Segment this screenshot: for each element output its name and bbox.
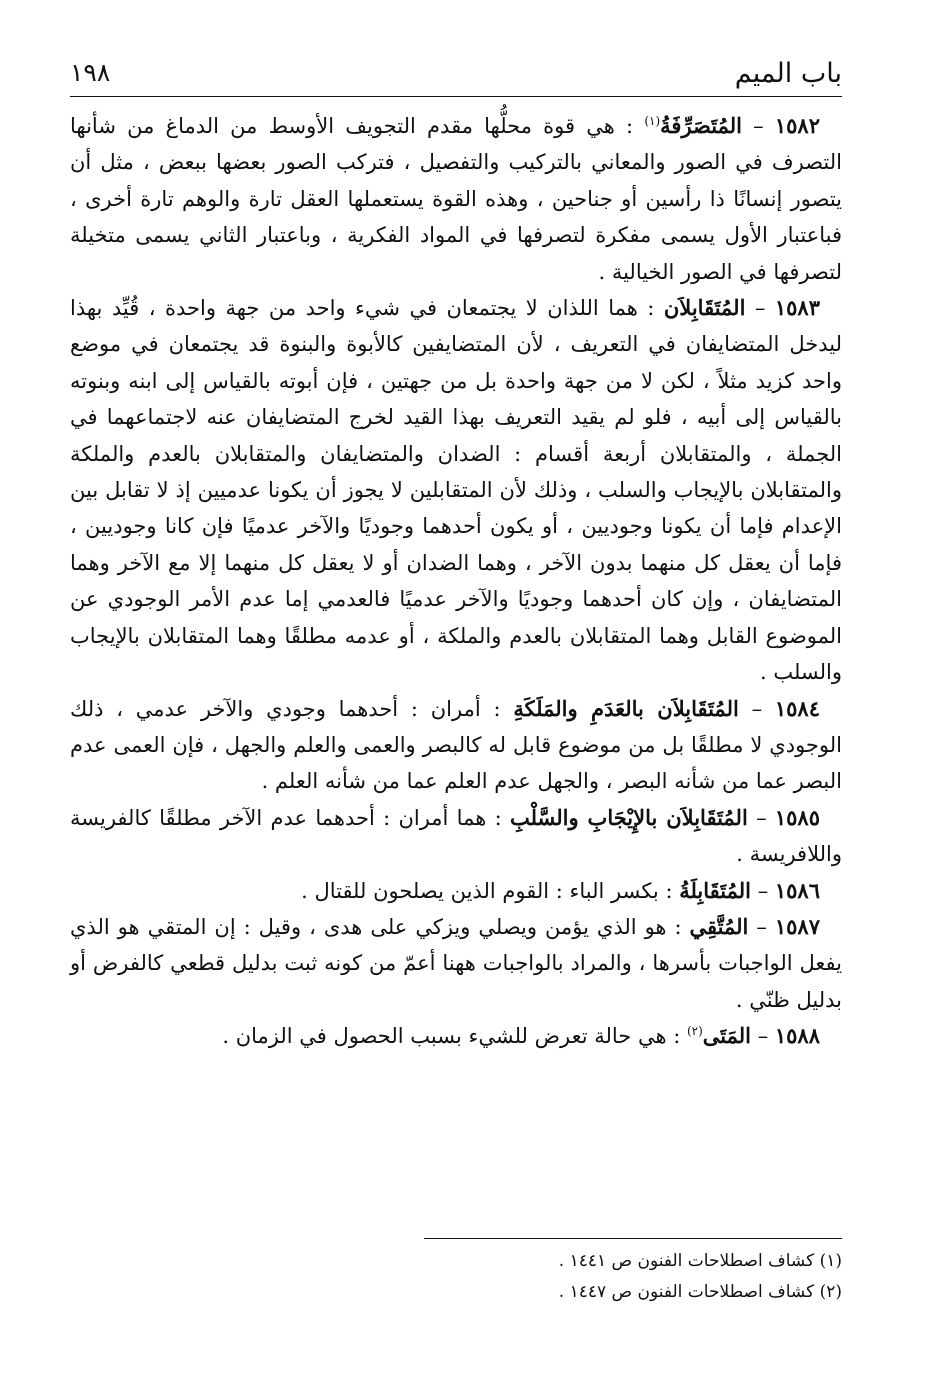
entry-number: ١٥٨٦ (774, 877, 820, 903)
entry-text: : هما أمران : أحدهما عدم الآخر مطلقًا كالفريسة واللافريسة . (70, 805, 842, 867)
entry-1586: ١٥٨٦ – المُتَقَابِلَةُ : بكسر الباء : القوم الذين يصلحون للقتال . (301, 877, 820, 903)
entry-number: ١٥٨٢ (774, 113, 820, 138)
entry-text: : أمران : أحدهما وجودي والآخر عدمي ، ذلك الوجودي لا مطلقًا بل من موضوع قابل له كالبصر والعمى والعلم والجهل ، فإن العمى عدم البصر عما من شأنه البصر ، والجهل عدم العلم عما من شأنه العلم . (70, 696, 842, 794)
section-title: باب الميم (734, 58, 842, 89)
entry-term: المُتَقَابِلاَن بالإِيْجَابِ والسَّلْبِ (509, 804, 748, 830)
footnote-divider (424, 1238, 842, 1239)
entry-term: المُتَقَابِلَةُ (679, 877, 752, 903)
entry-1587: ١٥٨٧ – المُتَّقِي : هو الذي يؤمن ويصلي ويزكي على هدى ، وقيل : إن المتقي هو الذي يفعل الواجبات بأسرها ، والمراد بالواجبات ههنا أعمّ من كونه ثبت بدليل قطعي كالفرض أو بدليل ظنّي . (70, 913, 842, 1012)
entry-text: : هي حالة تعرض للشيء بسبب الحصول في الزمان . (222, 1024, 681, 1049)
entry-text: : هي قوة محلُّها مقدم التجويف الأوسط من الدماغ من شأنها التصرف في الصور والمعاني بالتركيب والتفصيل ، فتركب الصور بعضها ببعض ، مثل أن يتصور إنسانًا ذا رأسين أو جناحين ، وهذه القوة يستعملها العقل تارة والوهم تارة أخرى ، فباعتبار الأول يسمى مفكرة لتصرفها في المواد الفكرية ، وباعتبار الثاني يسمى متخيلة لتصرفها في الصور الخيالية . (70, 114, 842, 284)
page-number: ١٩٨ (70, 58, 111, 87)
footnote-1: (١) كشاف اصطلاحات الفنون ص ١٤٤١ . (558, 1251, 842, 1271)
entry-1583: ١٥٨٣ – المُتَقَابِلاَن : هما اللذان لا يجتمعان في شيء واحد من جهة واحدة ، قُيِّد بهذا ليدخل المتضايفان في التعريف ، لأن المتضايفين كالأبوة والبنوة قد يجتمعان في موضع واحد كزيد مثلاً ، لكن لا من جهة واحدة بل من جهتين ، فإن أبوته بالقياس إلى ابنه وبنوته بالقياس إلى أبيه ، فلو لم يقيد التعريف بهذا القيد لخرج المتضايفان عنه لاجتماعهما في الجملة ، والمتقابلان أربعة أقسام : الضدان والمتضايفان والمتقابلان بالعدم والملكة والمتقابلان بالإيجاب والسلب ، وذلك لأن المتقابلين لا يجوز أن يكونا عدميين إذ لا تقابل بين الإعدام فإما أن يكونا وجوديين ، أو يكون أحدهما وجوديًا والآخر عدميًا فإن كانا وجوديين ، فإما أن يعقل كل منهما بدون الآخر ، وهما الضدان أو لا يعقل كل منهما إلا مع الآخر وهما المتضايفان ، وإن كان أحدهما وجوديًا والآخر عدميًا فالعدمي إما عدم الأمر الوجودي عن الموضوع القابل وهما المتقابلان بالعدم والملكة ، أو عدمه مطلقًا وهما المتقابلان بالإيجاب والسلب . (70, 295, 842, 685)
entry-term: المَتَى (702, 1023, 752, 1049)
entry-text: : هو الذي يؤمن ويصلي ويزكي على هدى ، وقيل : إن المتقي هو الذي يفعل الواجبات بأسرها ، والمراد بالواجبات ههنا أعمّ من كونه ثبت بدليل قطعي كالفرض أو بدليل ظنّي . (70, 914, 842, 1012)
entries-body (70, 108, 842, 1055)
entry-number: ١٥٨٧ (774, 913, 820, 939)
entry-term: المُتَقَابِلاَن بالعَدَمِ والمَلَكَةِ (513, 695, 739, 721)
footnotes (70, 1246, 842, 1308)
entry-1584: ١٥٨٤ – المُتَقَابِلاَن بالعَدَمِ والمَلَكَةِ : أمران : أحدهما وجودي والآخر عدمي ، ذلك الوجودي لا مطلقًا بل من موضوع قابل له كالبصر والعمى والعلم والجهل ، فإن العمى عدم البصر عما من شأنه البصر ، والجهل عدم العلم عما من شأنه العلم . (70, 695, 842, 794)
footnote-mark: (٢) (686, 1024, 703, 1039)
entry-number: ١٥٨٨ (774, 1023, 820, 1049)
entry-term: المُتَقَابِلاَن (663, 295, 746, 321)
footnote-mark: (١) (644, 114, 661, 128)
entry-1588: ١٥٨٨ – المَتَى$^{(٢)}$ : هي حالة تعرض للشيء بسبب الحصول في الزمان . (222, 1023, 820, 1049)
entry-term: المُتَّقِي (689, 913, 749, 939)
page-header (70, 58, 842, 96)
entry-1582: ١٥٨٢ – المُتَصَرِّفَةُ$^{(١)}$ : هي قوة محلُّها مقدم التجويف الأوسط من الدماغ من شأنها التصرف في الصور والمعاني بالتركيب والتفصيل ، فتركب الصور بعضها ببعض ، مثل أن يتصور إنسانًا ذا رأسين أو جناحين ، وهذه القوة يستعملها العقل تارة والوهم تارة أخرى ، فباعتبار الأول يسمى مفكرة لتصرفها في المواد الفكرية ، وباعتبار الثاني يسمى متخيلة لتصرفها في الصور الخيالية . (70, 113, 842, 284)
book-page (70, 58, 842, 1338)
entry-term: المُتَصَرِّفَةُ (660, 113, 742, 138)
header-divider (70, 96, 842, 97)
footnote-2: (٢) كشاف اصطلاحات الفنون ص ١٤٤٧ . (558, 1282, 842, 1302)
entry-1585: ١٥٨٥ – المُتَقَابِلاَن بالإِيْجَابِ والسَّلْبِ : هما أمران : أحدهما عدم الآخر مطلقًا كالفريسة واللافريسة . (70, 804, 842, 867)
entry-number: ١٥٨٣ (774, 295, 820, 321)
entry-text: : هما اللذان لا يجتمعان في شيء واحد من جهة واحدة ، قُيِّد بهذا ليدخل المتضايفان في التعريف ، لأن المتضايفين كالأبوة والبنوة قد يجتمعان في موضع واحد كزيد مثلاً ، لكن لا من جهة واحدة بل من جهتين ، فإن أبوته بالقياس إلى ابنه وبنوته بالقياس إلى أبيه ، فلو لم يقيد التعريف بهذا القيد لخرج المتضايفان عنه لاجتماعهما في الجملة ، والمتقابلان أربعة أقسام : الضدان والمتضايفان والمتقابلان بالعدم والملكة والمتقابلان بالإيجاب والسلب ، وذلك لأن المتقابلين لا يجوز أن يكونا عدميين إذ لا تقابل بين الإعدام فإما أن يكونا وجوديين ، أو يكون أحدهما وجوديًا والآخر عدميًا فإن كانا وجوديين ، فإما أن يعقل كل منهما بدون الآخر ، وهما الضدان أو لا يعقل كل منهما إلا مع الآخر وهما المتضايفان ، وإن كان أحدهما وجوديًا والآخر عدميًا فالعدمي إما عدم الأمر الوجودي عن الموضوع القابل وهما المتقابلان بالعدم والملكة ، أو عدمه مطلقًا وهما المتقابلان بالإيجاب والسلب . (70, 296, 842, 685)
entry-text: : بكسر الباء : القوم الذين يصلحون للقتال . (301, 878, 673, 903)
entry-number: ١٥٨٥ (774, 804, 820, 830)
entry-number: ١٥٨٤ (774, 695, 820, 721)
